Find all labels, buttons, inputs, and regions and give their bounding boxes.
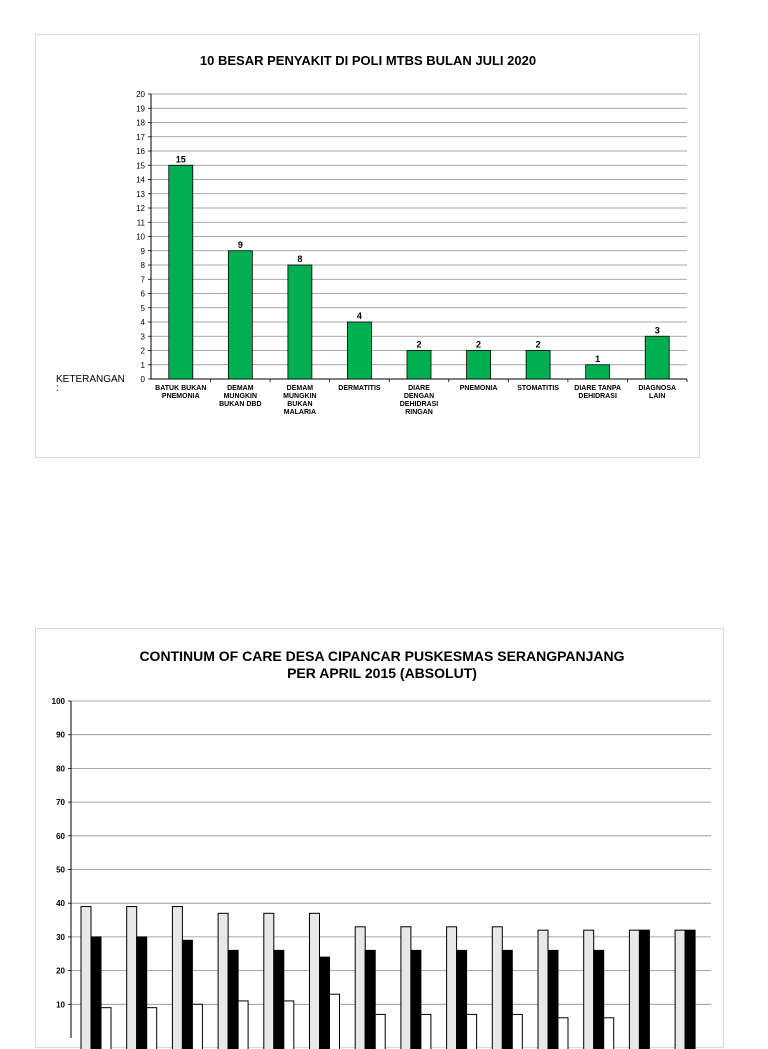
bar [594, 950, 604, 1049]
y-tick-label: 6 [140, 289, 145, 299]
bar [421, 1014, 431, 1049]
bar [492, 927, 502, 1049]
bar [127, 907, 137, 1049]
bar [81, 907, 91, 1049]
bar [330, 994, 340, 1049]
bar [182, 940, 192, 1049]
y-tick-label: 13 [136, 189, 145, 199]
y-tick-label: 16 [136, 147, 145, 156]
chart-title: 10 BESAR PENYAKIT DI POLI MTBS BULAN JULI 2020 [199, 53, 537, 68]
bar [284, 1001, 294, 1049]
y-tick-label: 10 [56, 1000, 65, 1010]
bar [375, 1014, 385, 1049]
bar [101, 1008, 111, 1049]
bar [584, 930, 594, 1049]
category-label: DIARE TANPA [574, 385, 622, 392]
category-label: MALARIA [283, 409, 317, 416]
category-label: DERMATITIS [338, 385, 381, 392]
bar [502, 950, 512, 1049]
bar [645, 336, 669, 379]
bar [228, 950, 238, 1049]
y-tick-label: 18 [136, 118, 145, 128]
category-label: STOMATITIS [517, 385, 559, 392]
category-label: DEHIDRASI [399, 401, 439, 408]
bar [629, 930, 639, 1049]
bar [274, 950, 284, 1049]
bar [172, 907, 182, 1049]
y-tick-label: 9 [140, 246, 145, 256]
keterangan-note [56, 374, 125, 394]
y-tick-label: 2 [140, 346, 145, 356]
keterangan-label: : [56, 383, 59, 394]
chart-panel-penyakit [35, 34, 700, 458]
bar [401, 927, 411, 1049]
category-label: LAIN [649, 393, 666, 400]
bar [347, 322, 371, 379]
bar [192, 1004, 202, 1049]
data-label: 2 [476, 339, 482, 350]
bar [91, 937, 101, 1049]
y-axis-ticks [136, 90, 145, 384]
y-tick-label: 3 [140, 332, 145, 342]
bar [457, 950, 467, 1049]
chart-title-line: CONTINUM OF CARE DESA CIPANCAR PUSKESMAS SERANGPANJANG [139, 648, 625, 664]
bar [467, 1014, 477, 1049]
data-label: 15 [175, 154, 186, 165]
bar [288, 265, 312, 379]
y-tick-label: 80 [56, 764, 65, 774]
y-tick-label: 10 [136, 232, 145, 242]
bar [675, 930, 685, 1049]
bar [310, 913, 320, 1049]
bar [218, 913, 228, 1049]
y-tick-label: 50 [56, 865, 65, 875]
bar [355, 927, 365, 1049]
data-label: 2 [535, 339, 541, 350]
chart-title [139, 648, 624, 681]
data-label: 4 [356, 311, 362, 321]
y-tick-label: 7 [140, 275, 145, 285]
bar [147, 1008, 157, 1049]
category-label: BUKAN [287, 401, 313, 408]
y-tick-label: 30 [56, 932, 65, 942]
bar [407, 351, 431, 380]
chart-penyakit-svg [36, 35, 701, 459]
bar [512, 1014, 522, 1049]
y-tick-label: 0 [140, 375, 145, 384]
y-tick-label: 20 [56, 966, 65, 976]
bar [169, 165, 193, 379]
chart-title-line: PER APRIL 2015 (ABSOLUT) [287, 665, 477, 681]
bar [639, 930, 649, 1049]
y-tick-label: 70 [56, 798, 65, 808]
y-tick-label: 14 [136, 175, 145, 185]
bar [447, 927, 457, 1049]
bar [538, 930, 548, 1049]
category-label: PNEMONIA [161, 393, 200, 400]
chart-continum-svg [36, 629, 725, 1049]
y-tick-label: 12 [136, 204, 145, 213]
y-tick-label: 40 [56, 899, 65, 909]
bar [411, 950, 421, 1049]
category-label: DENGAN [403, 393, 435, 400]
bar [365, 950, 375, 1049]
y-tick-label: 90 [56, 730, 65, 740]
bar [228, 251, 252, 379]
y-tick-label: 4 [140, 318, 145, 327]
category-label: RINGAN [405, 409, 433, 416]
category-label: DEMAM [227, 385, 254, 392]
category-label: DEHIDRASI [578, 393, 617, 400]
y-tick-label: 20 [136, 90, 145, 99]
category-labels [155, 385, 676, 416]
y-tick-label: 15 [136, 161, 145, 171]
category-label: MUNGKIN [283, 393, 317, 400]
bar [586, 365, 610, 379]
y-tick-label: 1 [140, 360, 145, 370]
bar [685, 930, 695, 1049]
category-label: BUKAN DBD [219, 401, 262, 408]
grid-lines [68, 701, 711, 1038]
data-label: 8 [297, 254, 303, 264]
chart-panel-continum [35, 628, 724, 1048]
bar [558, 1018, 568, 1049]
bar [604, 1018, 614, 1049]
data-label: 2 [416, 339, 422, 350]
y-tick-label: 19 [136, 104, 145, 114]
category-label: DEMAM [286, 385, 314, 392]
bar [264, 913, 274, 1049]
category-label: DIARE [408, 385, 430, 392]
category-label: PNEMONIA [459, 385, 498, 392]
bar [320, 957, 330, 1049]
bar [238, 1001, 248, 1049]
y-tick-label: 17 [136, 132, 145, 142]
y-tick-label: 60 [56, 831, 65, 841]
y-tick-label: 100 [51, 697, 65, 706]
bars [81, 907, 695, 1049]
y-axis-ticks [52, 697, 66, 1009]
y-tick-label: 11 [136, 218, 145, 228]
y-tick-label: 8 [140, 261, 145, 270]
bar [137, 937, 147, 1049]
bar [467, 351, 491, 380]
data-label: 3 [654, 325, 660, 336]
category-label: BATUK BUKAN [155, 385, 207, 392]
keterangan-label: KETERANGAN [56, 374, 125, 385]
category-label: DIAGNOSA [638, 385, 677, 392]
bar [548, 950, 558, 1049]
bar [526, 351, 550, 380]
data-label: 1 [595, 353, 601, 364]
data-label: 9 [237, 239, 243, 250]
y-tick-label: 5 [140, 303, 145, 313]
category-label: MUNGKIN [223, 393, 258, 400]
